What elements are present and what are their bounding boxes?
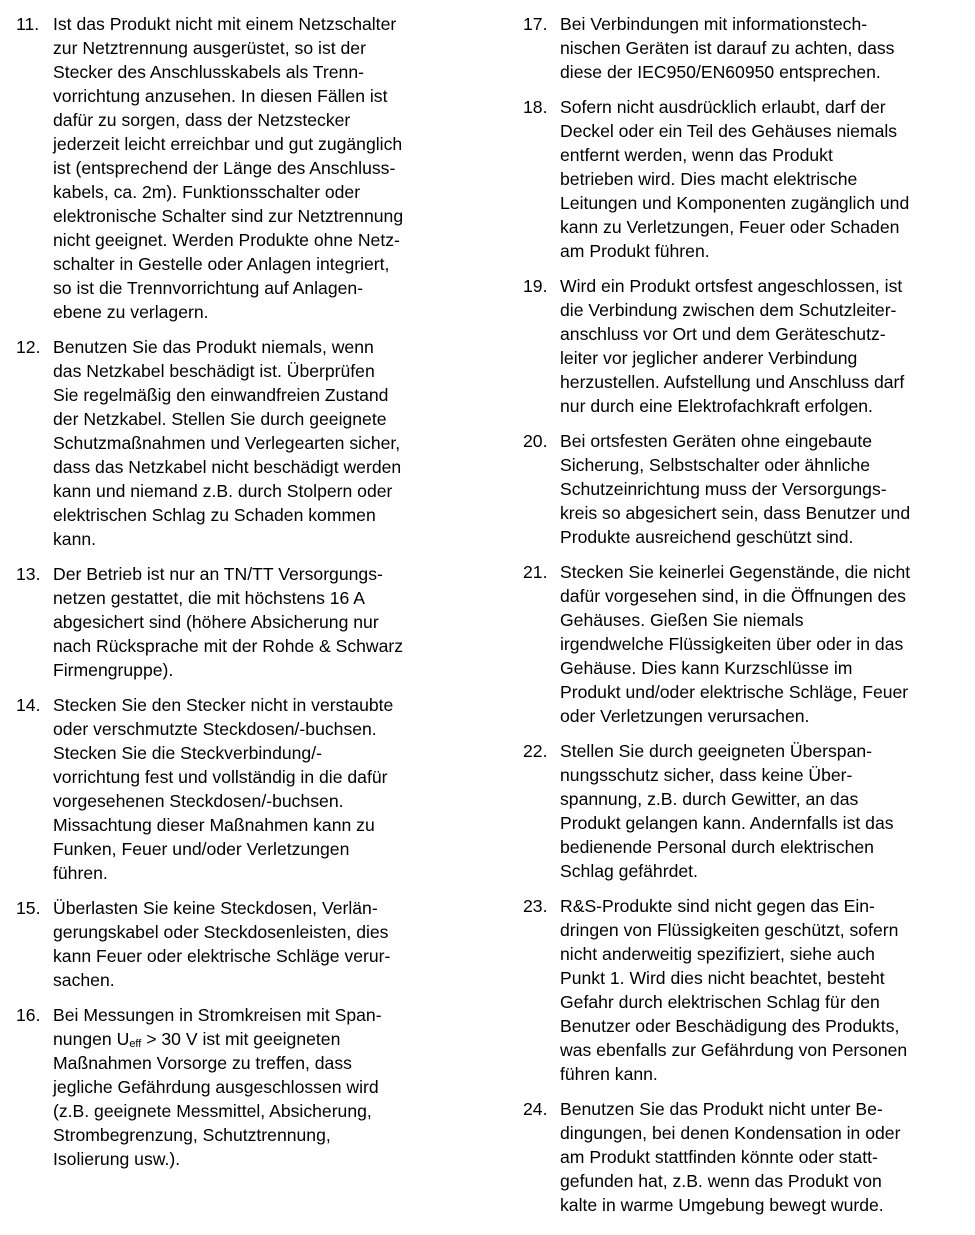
text-line: nungsschutz sicher, dass keine Über- <box>560 765 853 785</box>
text-line: dafür zu sorgen, dass der Netzstecker <box>53 110 351 130</box>
text-line: Überlasten Sie keine Steckdosen, Verlän- <box>53 898 378 918</box>
text-line: oder Verletzungen verursachen. <box>560 706 810 726</box>
text-line: jederzeit leicht erreichbar und gut zugänglich <box>53 134 403 154</box>
text-line: ebene zu verlagern. <box>53 302 209 322</box>
text-line: Produkt und/oder elektrische Schläge, Feuer <box>560 682 909 702</box>
item-text <box>560 560 963 728</box>
list-item <box>16 896 464 992</box>
item-number: 12. <box>16 337 41 357</box>
list-item <box>16 562 464 682</box>
text-line: netzen gestattet, die mit höchstens 16 A <box>53 588 365 608</box>
text-line: vorrichtung fest und vollständig in die dafür <box>53 767 388 787</box>
item-text <box>53 896 464 992</box>
item-number: 16. <box>16 1005 41 1025</box>
text-line: nur durch eine Elektrofachkraft erfolgen. <box>560 396 873 416</box>
list-item <box>523 560 963 728</box>
text-line: Benutzen Sie das Produkt nicht unter Be- <box>560 1099 883 1119</box>
text-line: Der Betrieb ist nur an TN/TT Versorgungs- <box>53 564 383 584</box>
text-line: Sofern nicht ausdrücklich erlaubt, darf der <box>560 97 886 117</box>
text-line: Stecken Sie die Steckverbindung/- <box>53 743 322 763</box>
item-text <box>53 335 464 551</box>
text-line: Bei Verbindungen mit informationstech- <box>560 14 868 34</box>
text-line: nicht anderweitig spezifiziert, siehe auch <box>560 944 875 964</box>
list-item <box>523 1097 963 1217</box>
text-line: Sicherung, Selbstschalter oder ähnliche <box>560 455 871 475</box>
item-text <box>560 739 963 883</box>
text-line: vorgesehenen Steckdosen/-buchsen. <box>53 791 344 811</box>
list-item <box>16 1003 464 1171</box>
item-text <box>53 12 464 324</box>
item-text <box>560 894 963 1086</box>
text-line: gefunden hat, z.B. wenn das Produkt von <box>560 1171 882 1191</box>
text-line: Schutzeinrichtung muss der Versorgungs- <box>560 479 887 499</box>
text-line: die Verbindung zwischen dem Schutzleiter- <box>560 300 897 320</box>
text-line: kann Feuer oder elektrische Schläge verur- <box>53 946 391 966</box>
text-line: Stecken Sie den Stecker nicht in verstaubte <box>53 695 394 715</box>
item-text <box>560 274 963 418</box>
text-line: Wird ein Produkt ortsfest angeschlossen, ist <box>560 276 903 296</box>
subscript: eff <box>129 1038 142 1050</box>
list-item <box>16 693 464 885</box>
text-line: dringen von Flüssigkeiten geschützt, sofern <box>560 920 899 940</box>
text-line: dingungen, bei denen Kondensation in oder <box>560 1123 901 1143</box>
text-line: Stecken Sie keinerlei Gegenstände, die nicht <box>560 562 911 582</box>
text-line: Strombegrenzung, Schutztrennung, <box>53 1125 331 1145</box>
text-line: führen. <box>53 863 108 883</box>
text-line: elektrischen Schlag zu Schaden kommen <box>53 505 376 525</box>
text-line: so ist die Trennvorrichtung auf Anlagen- <box>53 278 364 298</box>
text-fragment: nungen U <box>53 1029 130 1049</box>
text-line: kreis so abgesichert sein, dass Benutzer und <box>560 503 911 523</box>
text-fragment: > 30 V ist mit geeigneten <box>141 1029 341 1049</box>
text-line: Bei ortsfesten Geräten ohne eingebaute <box>560 431 873 451</box>
text-line: betrieben wird. Dies macht elektrische <box>560 169 858 189</box>
text-line: Produkt gelangen kann. Andernfalls ist das <box>560 813 894 833</box>
text-line: dafür vorgesehen sind, in die Öffnungen des <box>560 586 906 606</box>
list-item <box>523 894 963 1086</box>
text-line: nicht geeignet. Werden Produkte ohne Netz- <box>53 230 400 250</box>
text-line: führen kann. <box>560 1064 658 1084</box>
text-line: Schutzmaßnahmen und Verlegearten sicher, <box>53 433 401 453</box>
text-line: diese der IEC950/EN60950 entsprechen. <box>560 62 881 82</box>
list-item <box>523 274 963 418</box>
text-line: R&S-Produkte sind nicht gegen das Ein- <box>560 896 875 916</box>
text-line: Maßnahmen Vorsorge zu treffen, dass <box>53 1053 352 1073</box>
text-line: Deckel oder ein Teil des Gehäuses niemals <box>560 121 898 141</box>
item-number: 18. <box>523 97 548 117</box>
text-line: Gehäuses. Gießen Sie niemals <box>560 610 804 630</box>
text-line: Benutzer oder Beschädigung des Produkts, <box>560 1016 900 1036</box>
item-number: 17. <box>523 14 548 34</box>
text-line: schalter in Gestelle oder Anlagen integriert, <box>53 254 390 274</box>
text-line: zur Netztrennung ausgerüstet, so ist der <box>53 38 366 58</box>
list-item <box>523 95 963 263</box>
item-number: 22. <box>523 741 548 761</box>
text-line: nach Rücksprache mit der Rohde & Schwarz <box>53 636 404 656</box>
text-line: spannung, z.B. durch Gewitter, an das <box>560 789 859 809</box>
item-text <box>560 12 963 84</box>
text-line: am Produkt stattfinden könnte oder statt- <box>560 1147 878 1167</box>
text-line: was ebenfalls zur Gefährdung von Personen <box>560 1040 908 1060</box>
text-line: Funken, Feuer und/oder Verletzungen <box>53 839 350 859</box>
text-line: irgendwelche Flüssigkeiten über oder in das <box>560 634 904 654</box>
item-text <box>560 95 963 263</box>
text-line: der Netzkabel. Stellen Sie durch geeignete <box>53 409 387 429</box>
text-line: anschluss vor Ort und dem Geräteschutz- <box>560 324 886 344</box>
text-line: kalte in warme Umgebung bewegt wurde. <box>560 1195 884 1215</box>
text-line: Stecker des Anschlusskabels als Trenn- <box>53 62 364 82</box>
text-line: sachen. <box>53 970 115 990</box>
text-line: abgesichert sind (höhere Absicherung nur <box>53 612 379 632</box>
text-line <box>53 1027 464 1051</box>
text-line: Ist das Produkt nicht mit einem Netzschalter <box>53 14 397 34</box>
text-line: Firmengruppe). <box>53 660 174 680</box>
text-line: Gefahr durch elektrischen Schlag für den <box>560 992 880 1012</box>
text-line: (z.B. geeignete Messmittel, Absicherung, <box>53 1101 372 1121</box>
text-line: leiter vor jeglicher anderer Verbindung <box>560 348 858 368</box>
text-line: herzustellen. Aufstellung und Anschluss darf <box>560 372 905 392</box>
item-number: 24. <box>523 1099 548 1119</box>
text-line: oder verschmutzte Steckdosen/-buchsen. <box>53 719 377 739</box>
item-number: 21. <box>523 562 548 582</box>
text-line: dass das Netzkabel nicht beschädigt werden <box>53 457 402 477</box>
list-item <box>16 335 464 551</box>
text-line: Benutzen Sie das Produkt niemals, wenn <box>53 337 374 357</box>
left-column <box>16 12 464 1182</box>
text-line: bedienende Personal durch elektrischen <box>560 837 874 857</box>
text-line: nischen Geräten ist darauf zu achten, dass <box>560 38 895 58</box>
item-text <box>560 1097 963 1217</box>
list-item <box>523 12 963 84</box>
text-line: Missachtung dieser Maßnahmen kann zu <box>53 815 375 835</box>
item-text <box>53 693 464 885</box>
text-line: jegliche Gefährdung ausgeschlossen wird <box>53 1077 379 1097</box>
item-text <box>53 562 464 682</box>
text-line: Produkte ausreichend geschützt sind. <box>560 527 854 547</box>
item-number: 19. <box>523 276 548 296</box>
item-number: 15. <box>16 898 41 918</box>
list-item <box>523 739 963 883</box>
text-line: Sie regelmäßig den einwandfreien Zustand <box>53 385 389 405</box>
text-line: vorrichtung anzusehen. In diesen Fällen ist <box>53 86 388 106</box>
item-text <box>53 1003 464 1171</box>
item-number: 11. <box>16 14 40 34</box>
item-number: 13. <box>16 564 41 584</box>
list-item <box>523 429 963 549</box>
text-line: Isolierung usw.). <box>53 1149 181 1169</box>
text-line: ist (entsprechend der Länge des Anschluss- <box>53 158 396 178</box>
text-line: das Netzkabel beschädigt ist. Überprüfen <box>53 361 375 381</box>
right-column <box>523 12 963 1228</box>
item-number: 20. <box>523 431 548 451</box>
text-line: Leitungen und Komponenten zugänglich und <box>560 193 910 213</box>
text-line: Gehäuse. Dies kann Kurzschlüsse im <box>560 658 853 678</box>
text-line: Punkt 1. Wird dies nicht beachtet, besteht <box>560 968 885 988</box>
text-line: kann. <box>53 529 97 549</box>
text-line: kabels, ca. 2m). Funktionsschalter oder <box>53 182 361 202</box>
item-number: 23. <box>523 896 548 916</box>
list-item <box>16 12 464 324</box>
text-line: kann zu Verletzungen, Feuer oder Schaden <box>560 217 900 237</box>
text-line: gerungskabel oder Steckdosenleisten, dies <box>53 922 389 942</box>
text-line: am Produkt führen. <box>560 241 710 261</box>
item-text <box>560 429 963 549</box>
text-line: elektronische Schalter sind zur Netztrennung <box>53 206 404 226</box>
text-line: Schlag gefährdet. <box>560 861 698 881</box>
text-line: entfernt werden, wenn das Produkt <box>560 145 833 165</box>
text-line: kann und niemand z.B. durch Stolpern oder <box>53 481 393 501</box>
item-number: 14. <box>16 695 41 715</box>
text-line: Bei Messungen in Stromkreisen mit Span- <box>53 1005 382 1025</box>
text-line: Stellen Sie durch geeigneten Überspan- <box>560 741 873 761</box>
